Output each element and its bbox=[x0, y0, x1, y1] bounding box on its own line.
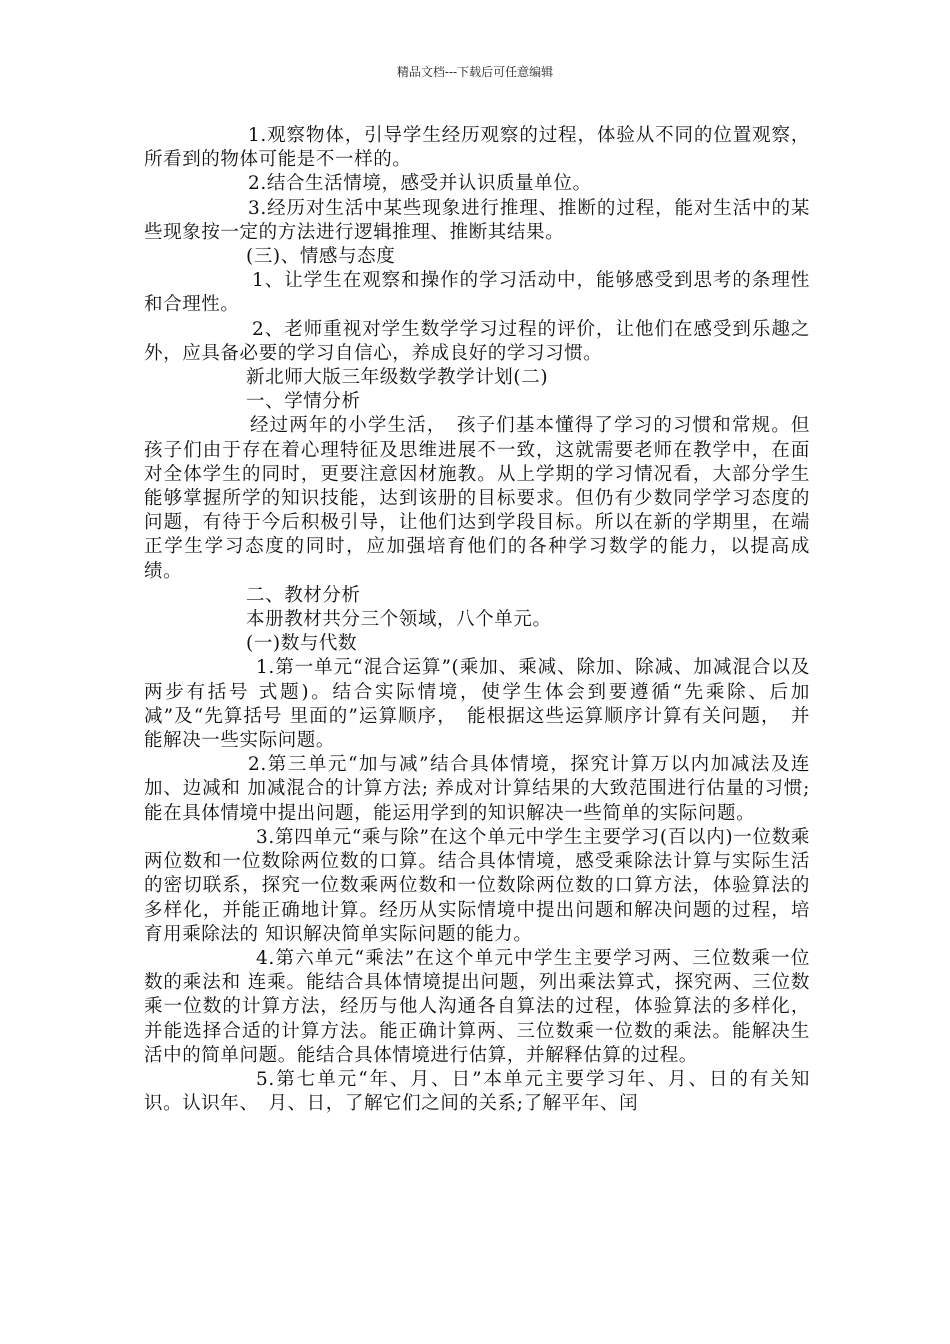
paragraph: 1.第一单元“混合运算”(乘加、乘减、除加、除减、加减混合以及两步有括号 式题)。结合实际情境，使学生体会到要遵循“先乘除、后加减”及“先算括号 里面的”运算顺序， 能根据这些运算顺序计算有关问题， 并能解决一些实际问题。 bbox=[144, 657, 810, 752]
document-body bbox=[144, 124, 810, 1116]
paragraph: 4.第六单元“乘法”在这个单元中学生主要学习两、三位数乘一位数的乘法和 连乘。能结合具体情境提出问题，列出乘法算式，探究两、三位数乘一位数的计算方法，经历与他人沟通各自算法的过程，体验算法的多样化，并能选择合适的计算方法。能正确计算两、三位数乘一位数的乘法。能解决生活中的简单问题。能结合具体情境进行估算，并解释估算的过程。 bbox=[144, 947, 810, 1066]
paragraph: 1、让学生在观察和操作的学习活动中，能够感受到思考的条理性和合理性。 bbox=[144, 270, 810, 316]
paragraph: 2.结合生活情境，感受并认识质量单位。 bbox=[248, 173, 592, 195]
section-heading: 一、学情分析 bbox=[246, 391, 361, 413]
paragraph: 2、老师重视对学生数学学习过程的评价，让他们在感受到乐趣之外，应具备必要的学习自信心，养成良好的学习习惯。 bbox=[144, 318, 810, 364]
paragraph: 5.第七单元“年、月、日”本单元主要学习年、月、日的有关知识。认识年、 月、日，了解它们之间的关系;了解平年、闰 bbox=[144, 1068, 810, 1115]
paragraph: 本册教材共分三个领域，八个单元。 bbox=[246, 609, 552, 631]
section-heading: (一)数与代数 bbox=[246, 633, 358, 655]
paragraph: 1.观察物体，引导学生经历观察的过程，体验从不同的位置观察，所看到的物体可能是不一样的。 bbox=[144, 125, 810, 171]
paragraph: 2.第三单元“加与减”结合具体情境，探究计算万以内加减法及连加、边减和 加减混合的计算方法; 养成对计算结果的大致范围进行估量的习惯;能在具体情境中提出问题，能运用学到的知识解决一些简单的实际问题。 bbox=[144, 754, 810, 824]
section-heading: 二、教材分析 bbox=[246, 584, 361, 606]
paragraph: 3.经历对生活中某些现象进行推理、推断的过程，能对生活中的某些现象按一定的方法进行逻辑推理、推断其结果。 bbox=[144, 197, 810, 243]
paragraph: 3.第四单元“乘与除”在这个单元中学生主要学习(百以内)一位数乘两位数和一位数除两位数的口算。结合具体情境，感受乘除法计算与实际生活的密切联系，探究一位数乘两位数和一位数除两位数的口算方法，体验算法的多样化，并能正确地计算。经历从实际情境中提出问题和解决问题的过程，培育用乘除法的 知识解决简单实际问题的能力。 bbox=[144, 826, 810, 945]
page-header: 精品文档---下载后可任意编辑 bbox=[396, 65, 554, 79]
document-title: 新北师大版三年级数学教学计划(二) bbox=[246, 367, 549, 389]
paragraph: 经过两年的小学生活， 孩子们基本懂得了学习的习惯和常规。但孩子们由于存在着心理特征及思维进展不一致，这就需要老师在教学中，在面对全体学生的同时，更要注意因材施教。从上学期的学习情况看，大部分学生能够掌握所学的知识技能，达到该册的目标要求。但仍有少数同学学习态度的问题，有待于今后积极引导，让他们达到学段目标。所以在新的学期里，在端正学生学习态度的同时，应加强培育他们的各种学习数学的能力，以提高成绩。 bbox=[144, 415, 810, 582]
section-heading: (三)、情感与态度 bbox=[246, 246, 396, 268]
